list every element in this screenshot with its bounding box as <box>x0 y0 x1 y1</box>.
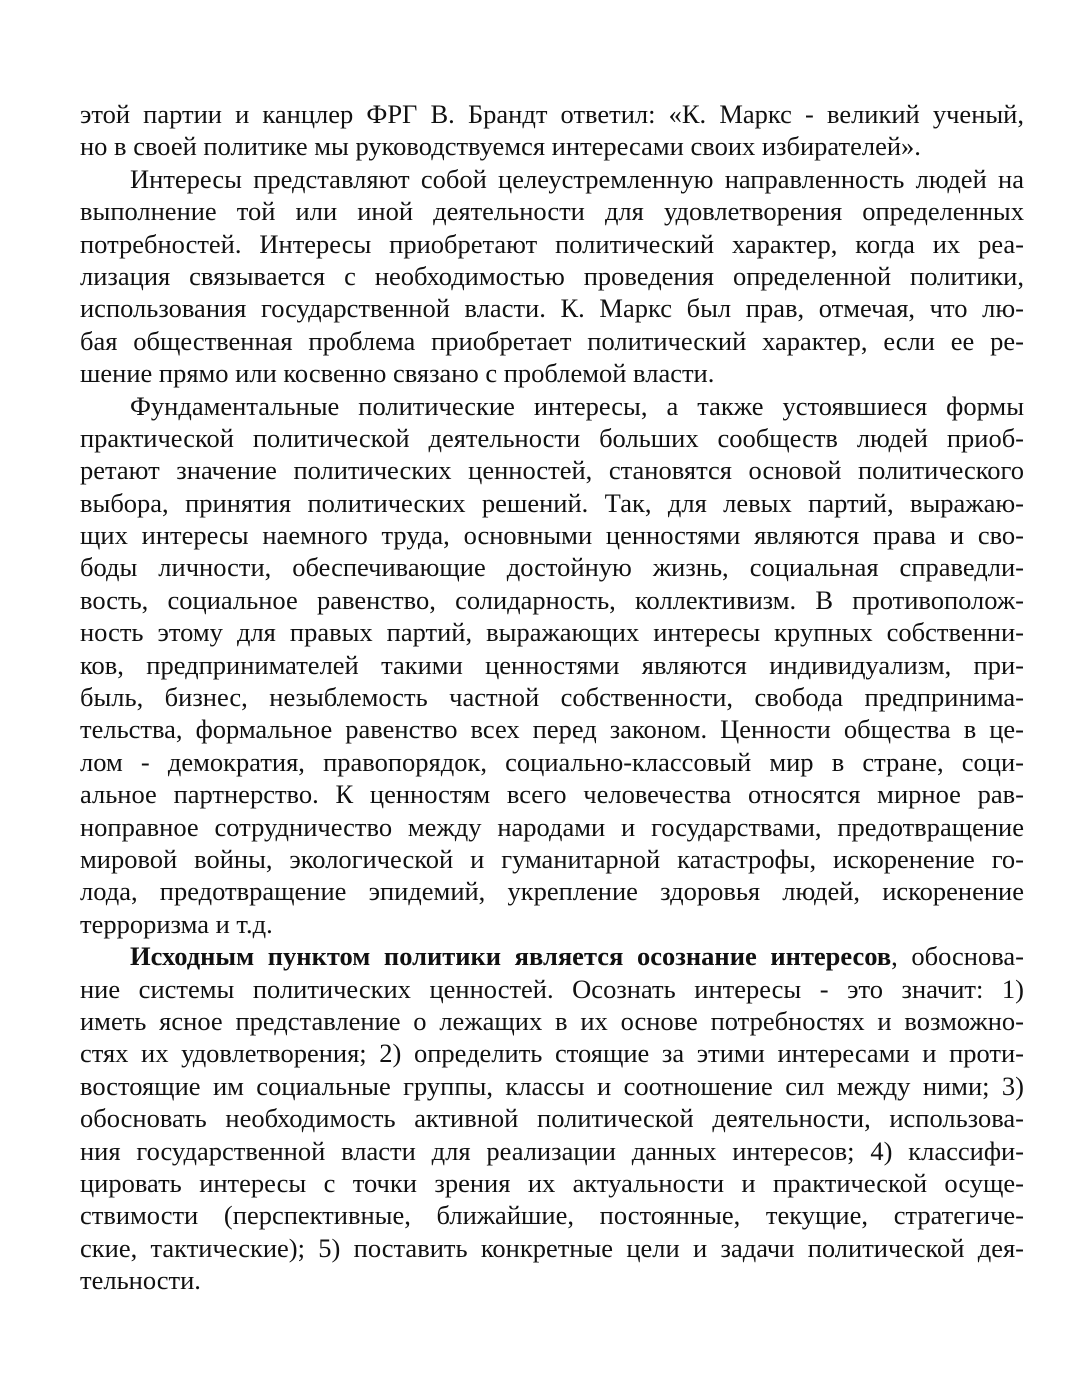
text-line: ские, тактические); 5) поставить конкретные цели и задачи политической дея- <box>80 1232 1024 1263</box>
text-line: ствимости (перспективные, ближайшие, постоянные, текущие, стратегиче- <box>80 1200 1024 1231</box>
paragraph-2 <box>80 163 1024 390</box>
text-line: ния государственной власти для реализации данных интересов; 4) классифи- <box>80 1135 1024 1166</box>
bold-lead-phrase: Исходным пунктом политики является осознание интересов <box>130 941 892 972</box>
text-line: тельства, формальное равенство всех перед законом. Ценности общества в це- <box>80 714 1024 745</box>
text-line: ность этому для правых партий, выражающих интересы крупных собственни- <box>80 617 1024 648</box>
text-line: этой партии и канцлер ФРГ В. Брандт ответил: «К. Маркс - великий ученый, <box>80 99 1024 129</box>
text-line: ние системы политических ценностей. Осознать интересы - это значит: 1) <box>80 973 1024 1004</box>
text-line: мировой войны, экологической и гуманитарной катастрофы, искоренение го- <box>80 843 1024 874</box>
text-line <box>80 940 1024 972</box>
paragraph-4 <box>80 940 1024 1296</box>
text-line: Фундаментальные политические интересы, а также устоявшиеся формы <box>130 390 1024 421</box>
text-line: лода, предотвращение эпидемий, укрепление здоровья людей, искоренение <box>80 876 1024 907</box>
text-line: боды личности, обеспечивающие достойную жизнь, социальная справедли- <box>80 552 1024 583</box>
text-line: ноправное сотрудничество между народами и государствами, предотвращение <box>80 811 1024 842</box>
text-line: стях их удовлетворения; 2) определить стоящие за этими интересами и проти- <box>80 1038 1024 1069</box>
text-line: вость, социальное равенство, солидарность, коллективизм. В противополож- <box>80 584 1024 615</box>
text-line: терроризма и т.д. <box>80 908 273 939</box>
text-line: быль, бизнес, незыблемость частной собственности, свобода предпринима- <box>80 682 1024 713</box>
text-line: Интересы представляют собой целеустремленную направленность людей на <box>130 163 1024 194</box>
text-line: но в своей политике мы руководствуемся интересами своих избирателей». <box>80 131 921 162</box>
text-line: обосновать необходимость активной политической деятельности, использова- <box>80 1103 1024 1134</box>
paragraph-3 <box>80 390 1024 941</box>
text-line: иметь ясное представление о лежащих в их основе потребностях и возможно- <box>80 1005 1024 1036</box>
text-line: тельности. <box>80 1265 201 1296</box>
text-line: потребностей. Интересы приобретают политический характер, когда их реа- <box>80 228 1024 259</box>
text-line: цировать интересы с точки зрения их актуальности и практической осуще- <box>80 1167 1024 1198</box>
text-line: альное партнерство. К ценностям всего человечества относятся мирное рав- <box>80 779 1024 810</box>
document-page <box>80 98 1024 1296</box>
text-line: использования государственной власти. К. Маркс был прав, отмечая, что лю- <box>80 293 1024 324</box>
text-line: лизация связывается с необходимостью проведения определенной политики, <box>80 260 1024 291</box>
paragraph-1 <box>80 98 1024 163</box>
text-line: ков, предпринимателей такими ценностями являются индивидуализм, при- <box>80 649 1024 680</box>
text-line: ретают значение политических ценностей, становятся основой политического <box>80 455 1024 486</box>
text-line: выбора, принятия политических решений. Так, для левых партий, выражаю- <box>80 487 1024 518</box>
text-line: шение прямо или косвенно связано с проблемой власти. <box>80 358 715 389</box>
text-line: бая общественная проблема приобретает политический характер, если ее ре- <box>80 325 1024 356</box>
text-line: лом - демократия, правопорядок, социально-классовый мир в стране, соци- <box>80 746 1024 777</box>
text-line: щих интересы наемного труда, основными ценностями являются права и сво- <box>80 520 1024 551</box>
text-line: практической политической деятельности больших сообществ людей приоб- <box>80 422 1024 453</box>
text-line: востоящие им социальные группы, классы и соотношение сил между ними; 3) <box>80 1070 1024 1101</box>
first-line-rest: , обоснова- <box>891 941 1024 972</box>
text-line: выполнение той или иной деятельности для удовлетворения определенных <box>80 196 1024 227</box>
